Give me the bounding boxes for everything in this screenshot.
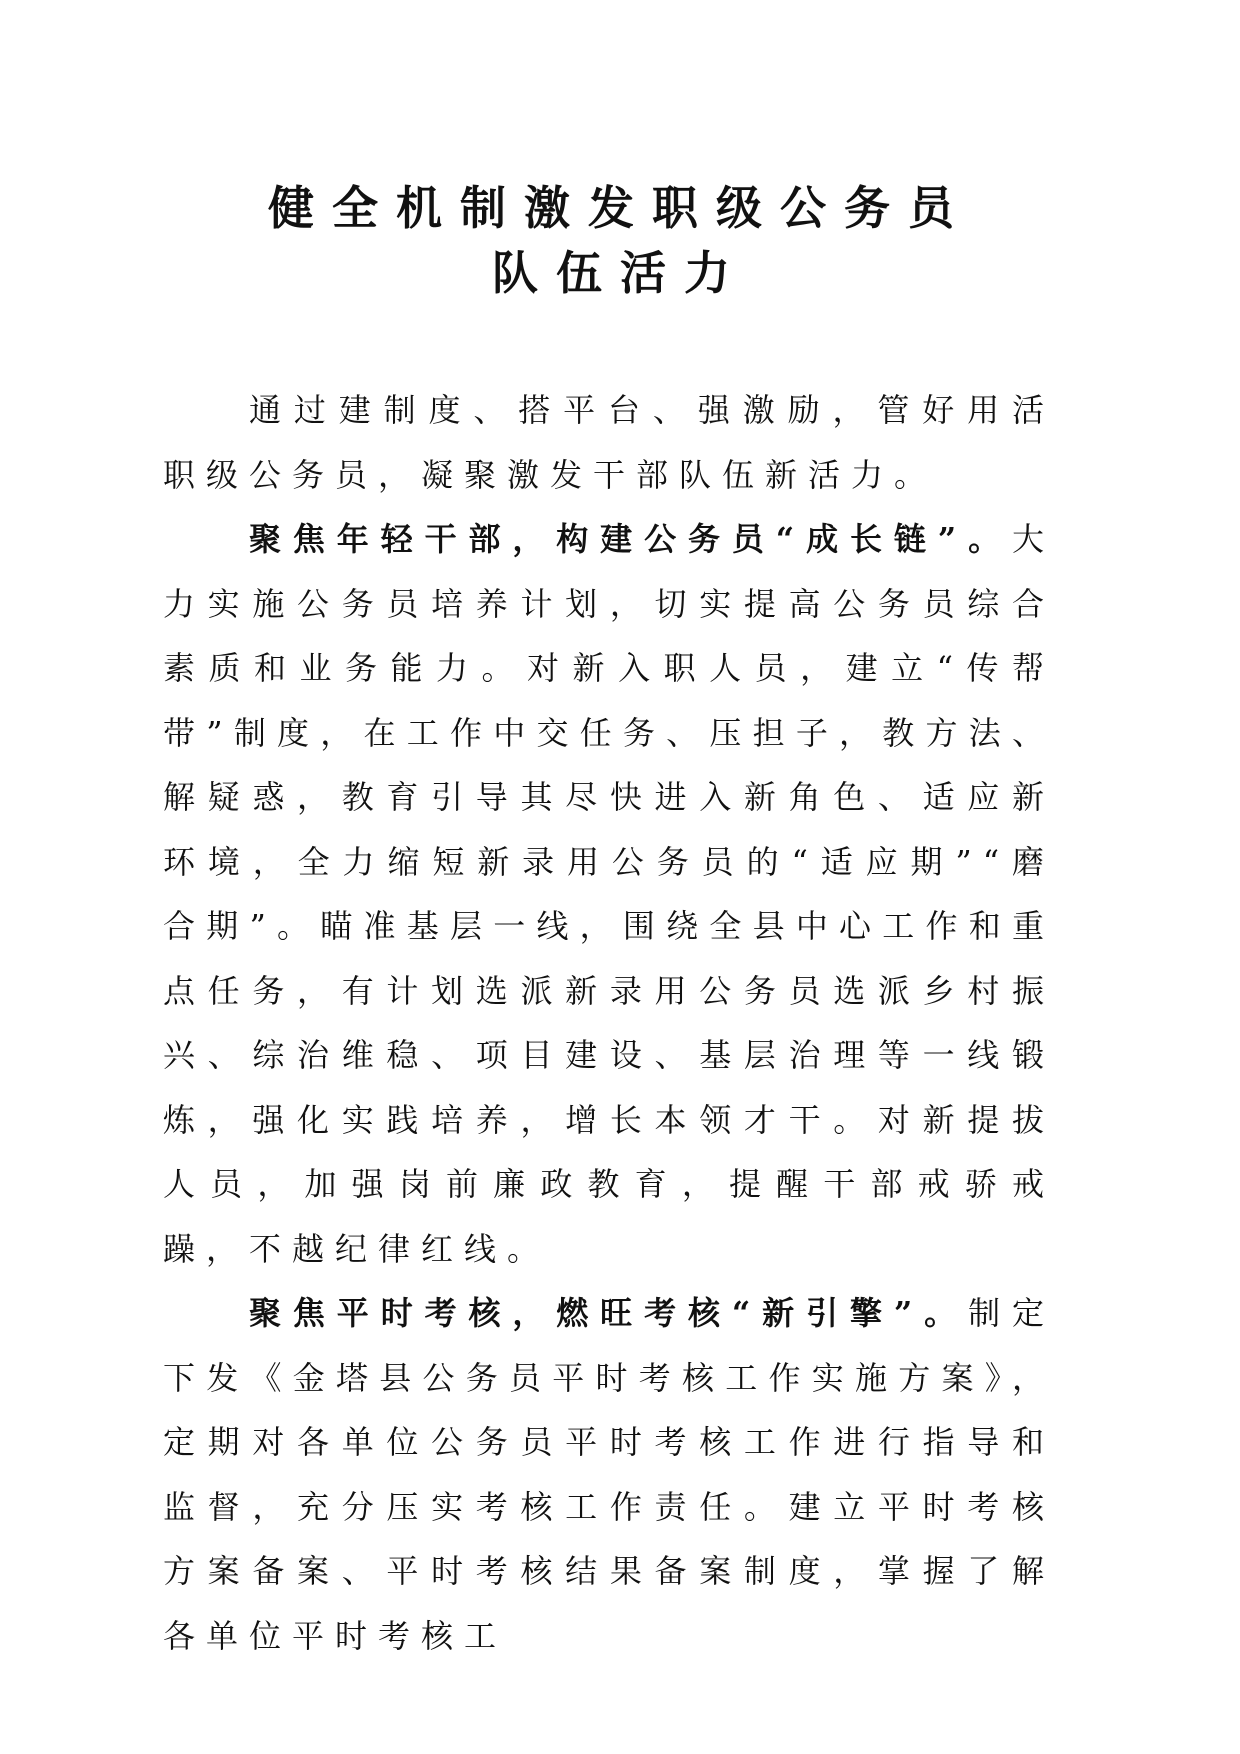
paragraph-text: 大力实施公务员培养计划，切实提高公务员综合素质和业务能力。对新入职人员，建立“传帮带”制度，在工作中交任务、压担子，教方法、解疑惑，教育引导其尽快进入新角色、适应新环境，全力缩短新录用公务员的“适应期”“磨合期”。瞄准基层一线，围绕全县中心工作和重点任务，有计划选派新录用公务员选派乡村振兴、综治维稳、项目建设、基层治理等一线锻炼，强化实践培养，增长本领才干。对新提拔人员，加强岗前廉政教育，提醒干部戒骄戒躁，不越纪律红线。 bbox=[163, 520, 1055, 1268]
section-paragraph-young-cadres bbox=[163, 507, 1055, 1281]
document-title-line-1: 健全机制激发职级公务员 bbox=[268, 181, 972, 235]
intro-paragraph bbox=[163, 378, 1055, 507]
paragraph-text: 制定下发《金塔县公务员平时考核工作实施方案》，定期对各单位公务员平时考核工作进行指导和监督，充分压实考核工作责任。建立平时考核方案备案、平时考核结果备案制度，掌握了解各单位平时考核工 bbox=[163, 1294, 1055, 1655]
section-paragraph-assessment bbox=[163, 1281, 1055, 1668]
document-title-line-2: 队伍活力 bbox=[492, 246, 748, 300]
paragraph-text: 通过建制度、搭平台、强激励，管好用活职级公务员，凝聚激发干部队伍新活力。 bbox=[163, 391, 1055, 494]
document-body bbox=[163, 378, 1055, 1668]
paragraph-lead-heading: 聚焦年轻干部，构建公务员“成长链”。 bbox=[249, 520, 1012, 558]
paragraph-lead-heading: 聚焦平时考核，燃旺考核“新引擎”。 bbox=[249, 1294, 969, 1332]
